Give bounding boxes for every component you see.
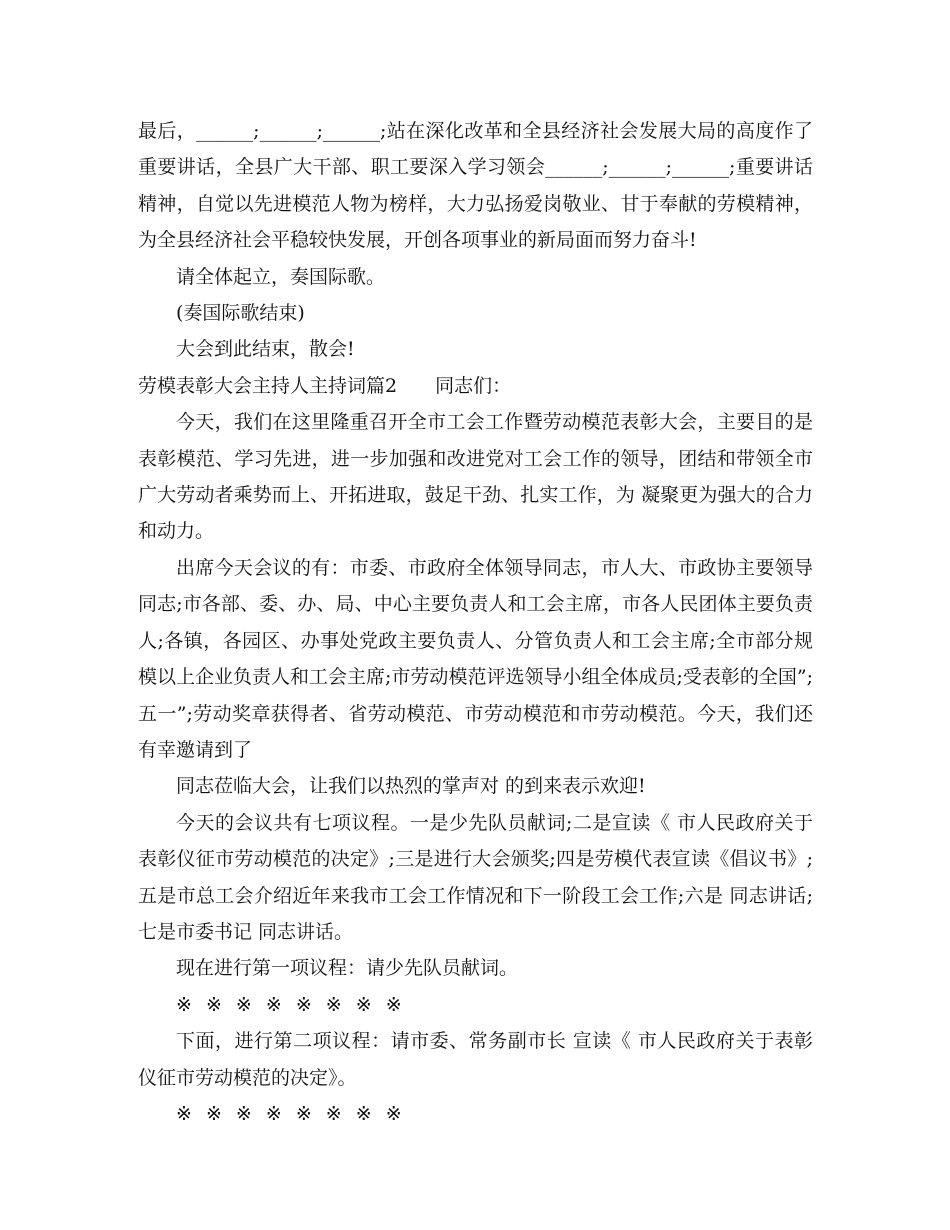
separator-symbols-2: ※ ※ ※ ※ ※ ※ ※ ※ [176, 1102, 406, 1125]
section-heading-part-2: 劳模表彰大会主持人主持词篇2 同志们： [138, 374, 512, 397]
paragraph-anthem-ends: (奏国际歌结束) [176, 302, 305, 325]
paragraph-welcome: 同志莅临大会，让我们以热烈的掌声对 的到来表示欢迎! [176, 775, 646, 798]
separator-symbols-1: ※ ※ ※ ※ ※ ※ ※ ※ [176, 993, 406, 1016]
paragraph-closing-remarks: 最后，______;______;______;站在深化改革和全县经济社会发展大局的高度作了重要讲话，全县广大干部、职工要深入学习领会______;______;______;重要讲话精神，自觉以先进模范人物为榜样，大力弘扬爱岗敬业、甘于奉献的劳模精神，为全县经济社会平稳较快发展，开创各项事业的新局面而努力奋斗! [138, 120, 813, 252]
document-page [138, 113, 813, 1132]
paragraph-agenda-item-2: 下面，进行第二项议程：请市委、常务副市长 宣读《 市人民政府关于表彰仪征市劳动模范的决定》。 [138, 1030, 813, 1089]
paragraph-attendees: 出席今天会议的有：市委、市政府全体领导同志，市人大、市政协主要领导同志;市各部、委、办、局、中心主要负责人和工会主席，市各人民团体主要负责人;各镇，各园区、办事处党政主要负责人、分管负责人和工会主席;全市部分规模以上企业负责人和工会主席;市劳动模范评选领导小组全体成员;受表彰的全国”;五一”;劳动奖章获得者、省劳动模范、市劳动模范和市劳动模范。今天，我们还有幸邀请到了 [138, 556, 813, 761]
paragraph-stand-anthem: 请全体起立，奏国际歌。 [176, 265, 386, 288]
paragraph-agenda-item-1: 现在进行第一项议程：请少先队员献词。 [176, 957, 519, 980]
paragraph-meeting-ends: 大会到此结束，散会! [176, 338, 355, 361]
paragraph-agenda: 今天的会议共有七项议程。一是少先队员献词;二是宣读《 市人民政府关于表彰仪征市劳动模范的决定》;三是进行大会颁奖;四是劳模代表宣读《倡议书》;五是市总工会介绍近年来我市工会工作情况和下一阶段工会工作;六是 同志讲话;七是市委书记 同志讲话。 [138, 811, 813, 943]
paragraph-meeting-purpose: 今天，我们在这里隆重召开全市工会工作暨劳动模范表彰大会，主要目的是表彰模范、学习先进，进一步加强和改进党对工会工作的领导，团结和带领全市广大劳动者乘势而上、开拓进取，鼓足干劲、扎实工作，为 凝聚更为强大的合力和动力。 [138, 411, 813, 543]
